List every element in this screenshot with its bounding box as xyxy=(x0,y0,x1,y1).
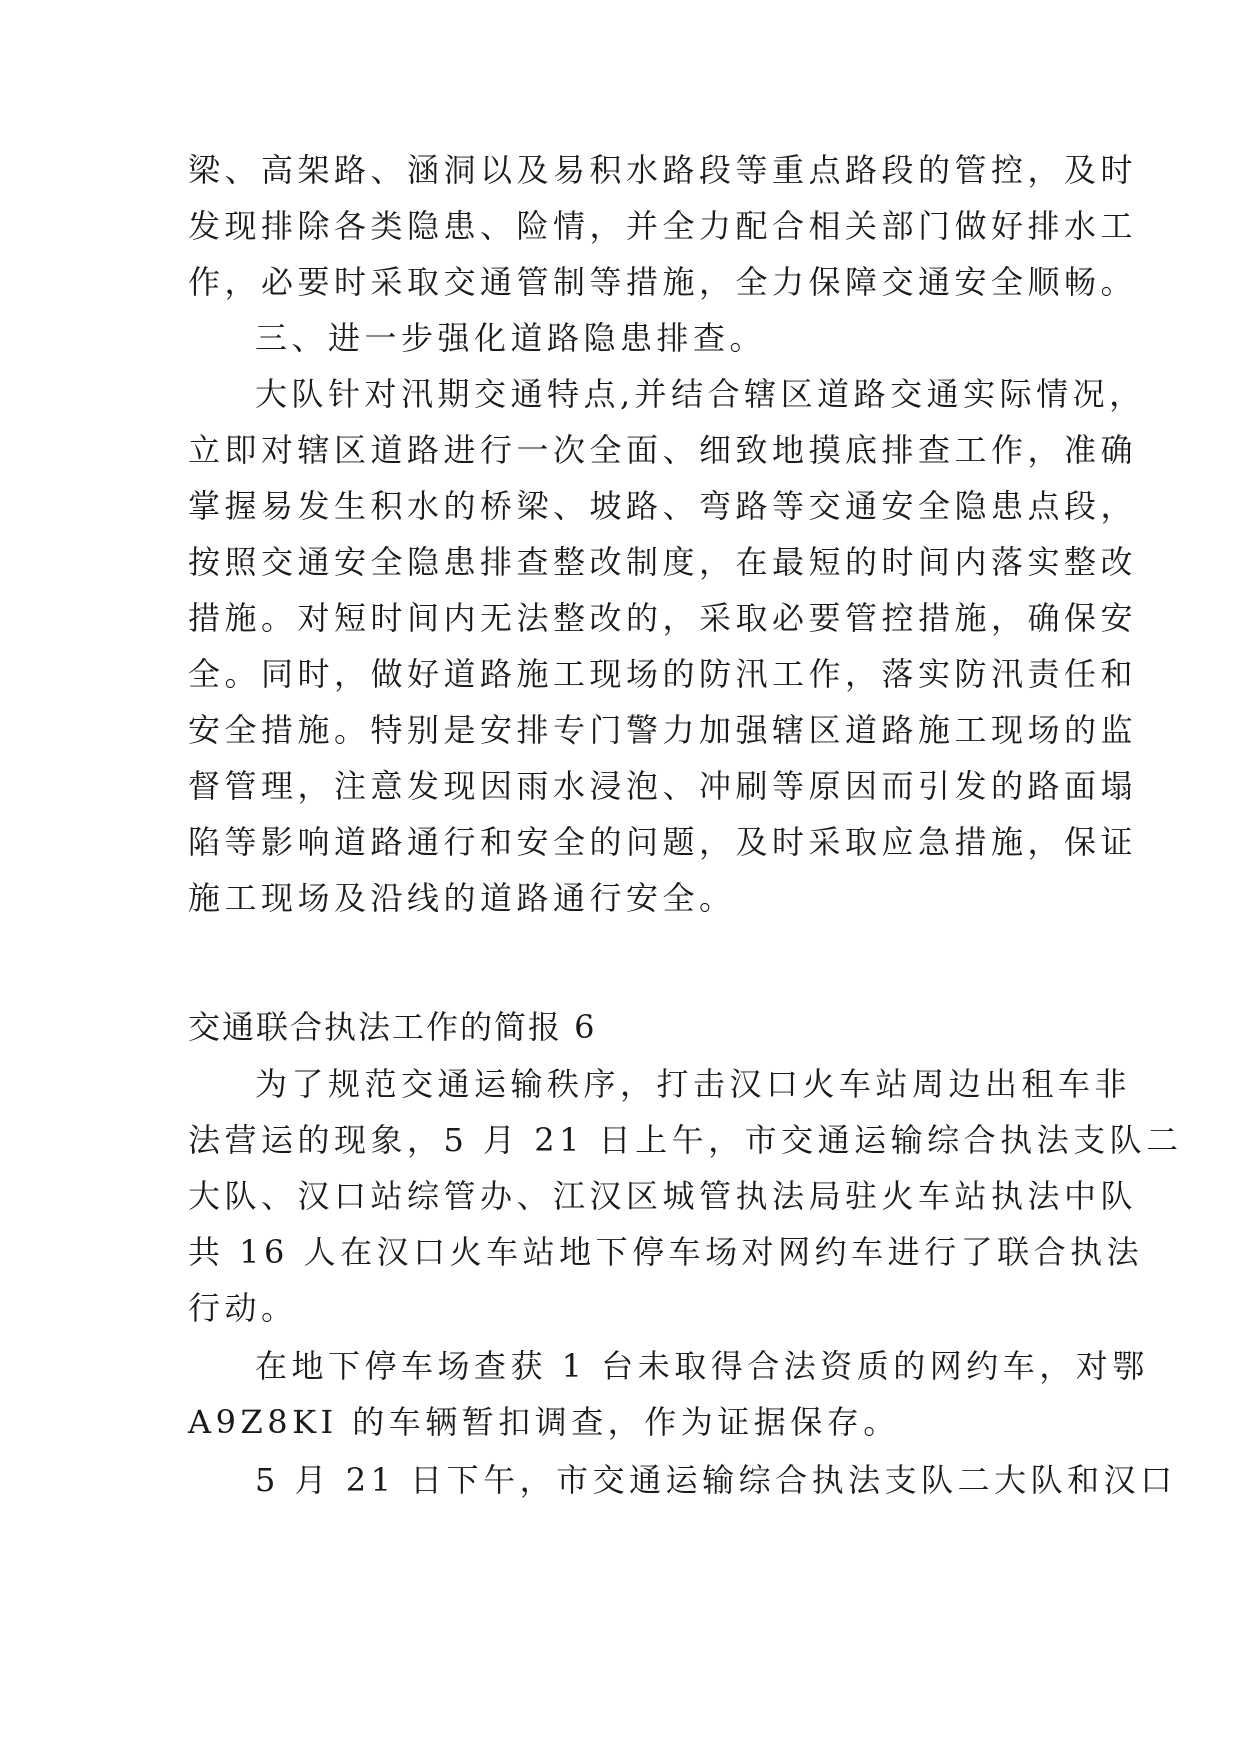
paragraph-line: 立即对辖区道路进行一次全面、细致地摸底排查工作，准确 xyxy=(188,431,1138,469)
paragraph-line: 大队针对汛期交通特点,并结合辖区道路交通实际情况， xyxy=(255,375,1146,413)
paragraph-line: 发现排除各类隐患、险情，并全力配合相关部门做好排水工 xyxy=(188,207,1138,245)
paragraph-line: 督管理，注意发现因雨水浸泡、冲刷等原因而引发的路面塌 xyxy=(188,767,1138,805)
paragraph-line: 行动。 xyxy=(188,1289,298,1327)
paragraph-line: 全。同时，做好道路施工现场的防汛工作，落实防汛责任和 xyxy=(188,655,1138,693)
paragraph-line: 在地下停车场查获 1 台未取得合法资质的网约车，对鄂 xyxy=(255,1347,1149,1385)
paragraph-line: 作，必要时采取交通管制等措施，全力保障交通安全顺畅。 xyxy=(188,263,1138,301)
article-title: 交通联合执法工作的简报 6 xyxy=(188,1008,597,1046)
paragraph-line: 5 月 21 日下午，市交通运输综合执法支队二大队和汉口 xyxy=(255,1461,1177,1499)
paragraph-line: 梁、高架路、涵洞以及易积水路段等重点路段的管控，及时 xyxy=(188,151,1138,189)
paragraph-line: A9Z8KI 的车辆暂扣调查，作为证据保存。 xyxy=(188,1403,900,1441)
paragraph-line: 陷等影响道路通行和安全的问题，及时采取应急措施，保证 xyxy=(188,823,1138,861)
paragraph-line: 掌握易发生积水的桥梁、坡路、弯路等交通安全隐患点段， xyxy=(188,487,1138,525)
paragraph-line: 按照交通安全隐患排查整改制度，在最短的时间内落实整改 xyxy=(188,543,1138,581)
paragraph-line: 法营运的现象，5 月 21 日上午，市交通运输综合执法支队二 xyxy=(188,1121,1183,1159)
paragraph-line: 施工现场及沿线的道路通行安全。 xyxy=(188,879,736,917)
paragraph-line: 安全措施。特别是安排专门警力加强辖区道路施工现场的监 xyxy=(188,711,1138,749)
paragraph-line: 大队、汉口站综管办、江汉区城管执法局驻火车站执法中队 xyxy=(188,1177,1138,1215)
section-heading: 三、进一步强化道路隐患排查。 xyxy=(255,319,767,357)
paragraph-line: 为了规范交通运输秩序，打击汉口火车站周边出租车非 xyxy=(255,1065,1132,1103)
paragraph-line: 共 16 人在汉口火车站地下停车场对网约车进行了联合执法 xyxy=(188,1233,1144,1271)
paragraph-line: 措施。对短时间内无法整改的，采取必要管控措施，确保安 xyxy=(188,599,1138,637)
